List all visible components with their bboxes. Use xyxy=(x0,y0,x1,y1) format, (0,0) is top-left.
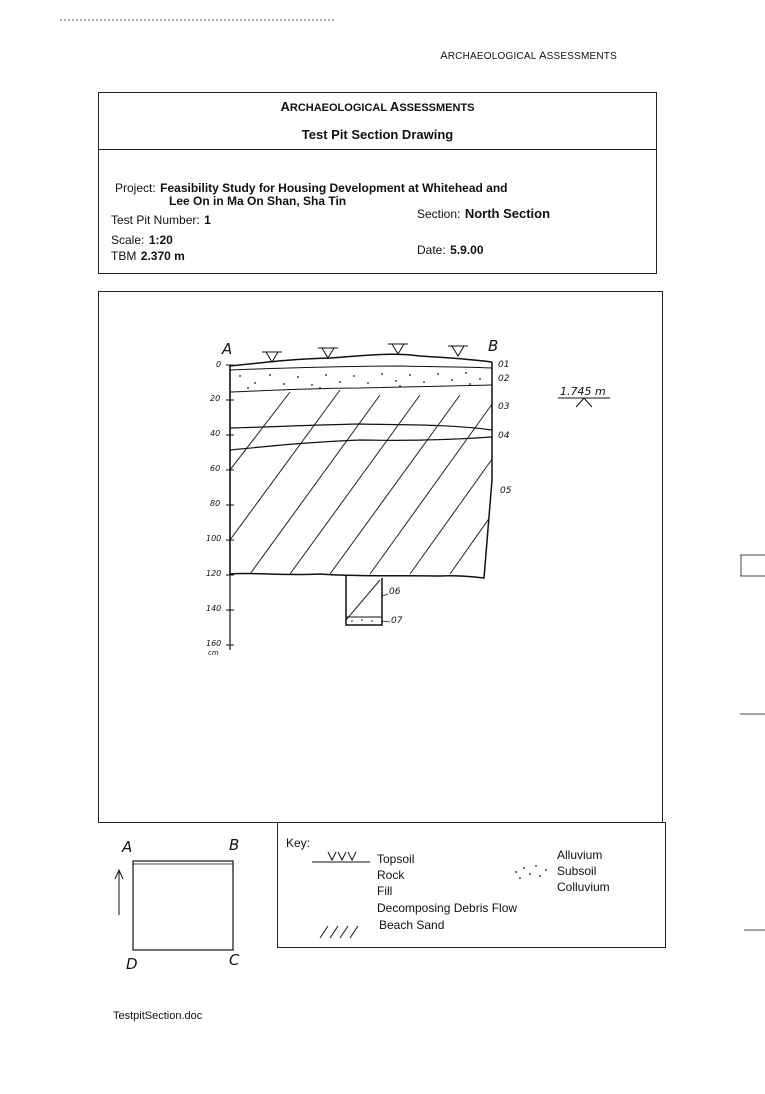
depth-tick-160: 160 xyxy=(206,639,222,648)
layer-label-01: 01 xyxy=(498,360,510,370)
corner-a-label: A xyxy=(222,340,233,358)
key-debris: Decomposing Debris Flow xyxy=(377,901,518,915)
section: Section: North Section xyxy=(417,206,551,221)
depth-tick-0: 0 xyxy=(216,360,222,369)
key-fill: Fill xyxy=(377,884,393,898)
key-title: Key: xyxy=(286,836,311,850)
depth-tick-80: 80 xyxy=(210,499,221,508)
title-subheading: Test Pit Section Drawing xyxy=(99,121,656,150)
layer-label-02: 02 xyxy=(498,374,510,384)
depth-unit: cm xyxy=(208,649,219,657)
tbm: TBM 2.370 m xyxy=(111,249,185,263)
project-line-1: Project: Feasibility Study for Housing Development at Whitehead and xyxy=(115,181,508,195)
layer-label-05: 05 xyxy=(500,486,512,496)
key-alluvium: Alluvium xyxy=(557,848,603,862)
legend-key xyxy=(277,822,666,948)
depth-tick-140: 140 xyxy=(206,604,222,613)
running-header: ARCHAEOLOGICAL ASSESSMENTS xyxy=(440,50,617,62)
plan-corner-d: D xyxy=(126,955,138,973)
test-pit-number: Test Pit Number: 1 xyxy=(111,213,211,227)
layer-label-06: 06 xyxy=(389,587,401,597)
key-topsoil: Topsoil xyxy=(377,852,415,866)
plan-corner-b: B xyxy=(229,836,240,854)
depth-tick-100: 100 xyxy=(206,534,222,543)
plan-corner-c: C xyxy=(229,951,240,969)
project-line-2: Lee On in Ma On Shan, Sha Tin xyxy=(169,194,347,208)
key-rock: Rock xyxy=(377,868,405,882)
depth-tick-120: 120 xyxy=(206,569,222,578)
layer-label-07: 07 xyxy=(391,616,403,626)
title-heading: ARCHAEOLOGICAL ASSESSMENTS xyxy=(280,99,475,114)
layer-label-03: 03 xyxy=(498,402,510,412)
key-subsoil: Subsoil xyxy=(557,864,597,878)
scale: Scale: 1:20 xyxy=(111,233,173,247)
plan-corner-a: A xyxy=(122,838,133,856)
depth-tick-20: 20 xyxy=(210,394,221,403)
depth-tick-60: 60 xyxy=(210,464,221,473)
date: Date: 5.9.00 xyxy=(417,243,484,257)
footer-filename: TestpitSection.doc xyxy=(113,1010,203,1022)
key-beach-sand: Beach Sand xyxy=(379,918,445,932)
depth-tick-40: 40 xyxy=(210,429,221,438)
corner-b-label: B xyxy=(488,337,499,355)
key-colluvium: Colluvium xyxy=(557,880,610,894)
layer-label-04: 04 xyxy=(498,431,510,441)
level-note: 1.745 m xyxy=(560,385,606,398)
